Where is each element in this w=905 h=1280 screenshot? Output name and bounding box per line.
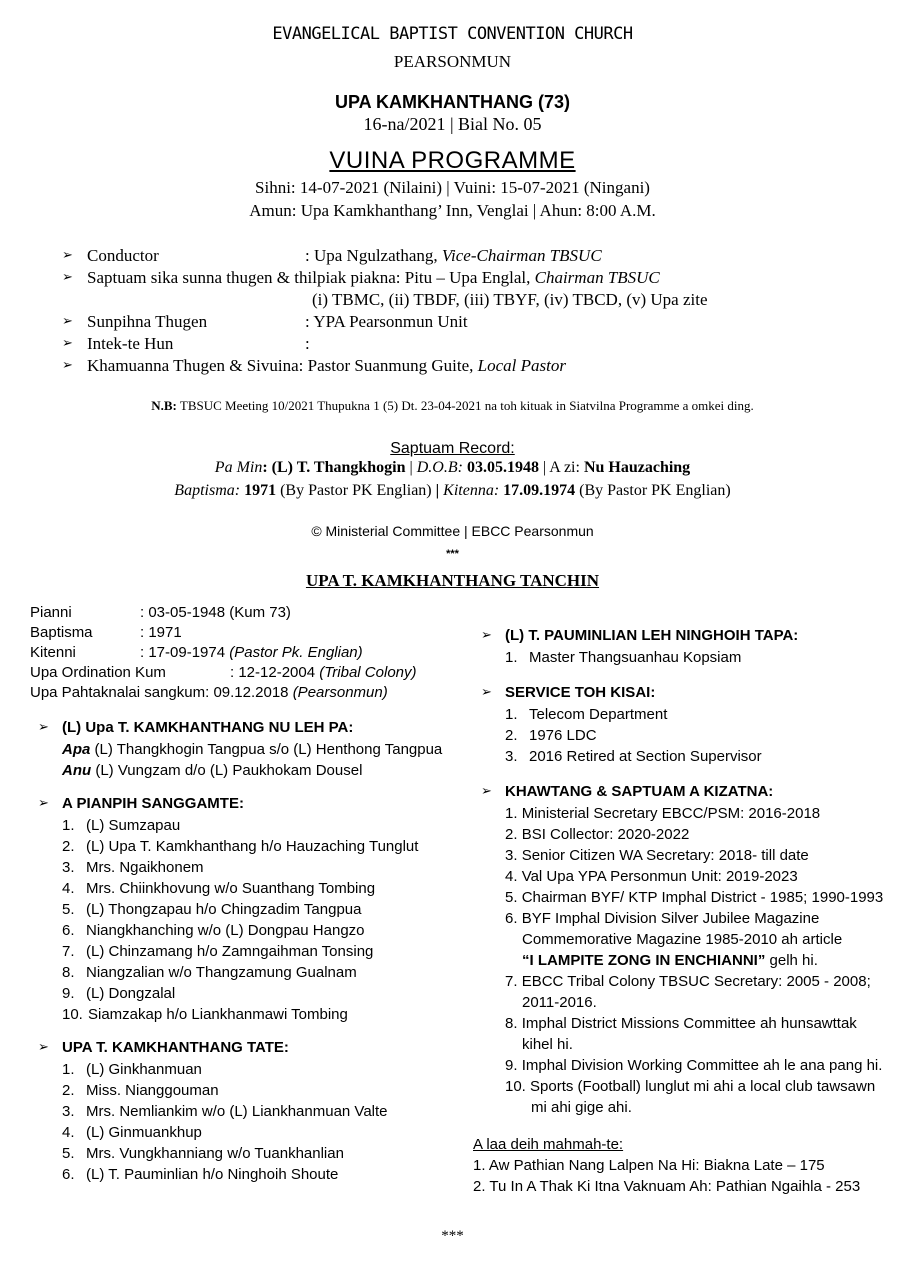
footer-stars: *** <box>441 1228 464 1244</box>
children-list <box>30 1059 450 1185</box>
parent-apa: Apa (L) Thangkhogin Tangpua s/o (L) Henthong Tangpua <box>62 741 443 758</box>
divider-stars: *** <box>446 548 459 560</box>
list-item: 1. (L) Ginkhanmuan <box>62 1061 202 1078</box>
section-siblings: ➢ A PIANPIH SANGGAMTE: 1. (L) Sumzapau 2. (L) Upa T. Kamkhanthang h/o Hauzaching Tunglut 3. Mrs. Ngaikhonem 4. Mrs. Chiinkhovung w/o Suanthang Tombing 5. (L) Thongzapau h/o Chingzadim Tangpua 6. Niangkhanching w/o (L) Dongpau Hangzo 7. (L) Chinzamang h/o Zamngaihman Tonsing 8. Niangzalian w/o Thangzamung Gualnam 9. (L) Dongzalal 10. Siamzakap h/o Liankhanmawi Tombing <box>30 793 450 1025</box>
favourites-heading: A laa deih mahmah-te: <box>473 1136 624 1153</box>
section-parents: ➢ (L) Upa T. KAMKHANTHANG NU LEH PA: Apa (L) Thangkhogin Tangpua s/o (L) Henthong Tangpua Anu (L) Vungzam d/o (L) Paukhokam Dousel <box>30 717 450 781</box>
list-item: 4. Val Upa YPA Personmun Unit: 2019-2023 <box>505 868 798 885</box>
list-item: 5. Chairman BYF/ KTP Imphal District - 1985; 1990-1993 <box>505 889 884 906</box>
list-item: 1. Aw Pathian Nang Lalpen Na Hi: Biakna Late – 175 <box>473 1157 825 1174</box>
list-item: 3. 2016 Retired at Section Supervisor <box>505 748 762 765</box>
programme-title: VUINA PROGRAMME <box>329 147 576 174</box>
section-children: ➢ UPA T. KAMKHANTHANG TATE: 1. (L) Ginkhanmuan 2. Miss. Nianggouman 3. Mrs. Nemliankim w/o (L) Liankhanmuan Valte 4. (L) Ginmuankhup 5. Mrs. Vungkhanniang w/o Tuankhanlian 6. (L) T. Pauminlian h/o Ninghoih Shoute <box>30 1037 450 1185</box>
detail-kitenni: Kitenni : 17-09-1974 (Pastor Pk. Englian) <box>30 644 363 661</box>
agenda-item-intekte: ➢ Intek-te Hun : <box>62 334 310 353</box>
arrow-bullet-icon: ➢ <box>38 796 49 811</box>
record-line-2: Baptisma: 1971 (By Pastor PK Englian) | Kitenna: 17.09.1974 (By Pastor PK Englian) <box>174 482 731 499</box>
arrow-bullet-icon: ➢ <box>62 314 73 329</box>
list-item: 6. BYF Imphal Division Silver Jubilee Magazine <box>505 910 820 927</box>
list-item: 1. Ministerial Secretary EBCC/PSM: 2016-2018 <box>505 805 821 822</box>
section-service: ➢ SERVICE TOH KISAI: 1. Telecom Department 2. 1976 LDC 3. 2016 Retired at Section Supervisor <box>473 682 893 767</box>
list-item: 10. Siamzakap h/o Liankhanmawi Tombing <box>62 1006 348 1023</box>
list-item: 3. Mrs. Ngaikhonem <box>62 859 204 876</box>
agenda-item-conductor: ➢ Conductor : Upa Ngulzathang, Vice-Chairman TBSUC <box>62 246 602 265</box>
list-item: 5. (L) Thongzapau h/o Chingzadim Tangpua <box>62 901 362 918</box>
left-column <box>30 603 450 1185</box>
list-item: 2. Tu In A Thak Ki Itna Vaknuam Ah: Pathian Ngaihla - 253 <box>473 1178 861 1195</box>
arrow-bullet-icon: ➢ <box>62 270 73 285</box>
list-item: 2. 1976 LDC <box>505 727 597 744</box>
right-column <box>473 625 893 1197</box>
page-title: UPA KAMKHANTHANG (73) <box>335 92 570 112</box>
detail-baptisma: Baptisma : 1971 <box>30 624 182 641</box>
list-item: 9. (L) Dongzalal <box>62 985 176 1002</box>
list-item: 3. Senior Citizen WA Secretary: 2018- till date <box>505 847 809 864</box>
detail-pahtak: Upa Pahtaknalai sangkum: 09.12.2018 (Pearsonmun) <box>30 684 388 701</box>
detail-pianni: Pianni : 03-05-1948 (Kum 73) <box>30 604 291 621</box>
arrow-bullet-icon: ➢ <box>481 685 492 700</box>
nb-note: N.B: TBSUC Meeting 10/2021 Thupukna 1 (5) Dt. 23-04-2021 na toh kituak in Siatvilna Programme a omkei ding. <box>151 398 754 413</box>
siblings-list <box>30 815 450 1025</box>
list-item: 2. BSI Collector: 2020-2022 <box>505 826 690 843</box>
detail-ordination: Upa Ordination Kum : 12-12-2004 (Tribal Colony) <box>30 664 417 681</box>
list-item: 1. Telecom Department <box>505 706 668 723</box>
positions-list: 1. Ministerial Secretary EBCC/PSM: 2016-2018 2. BSI Collector: 2020-2022 3. Senior Citizen WA Secretary: 2018- till date 4. Val Upa YPA Personmun Unit: 2019-2023 5. Chairman BYF/ KTP Imphal District - 1985; 1990-1993 6. BYF Imphal Division Silver Jubilee Magazine Commemorative Magazine 1985-2010 ah article “I LAMPITE ZONG IN ENCHIANNI” gelh hi. 7. EBCC Tribal Colony TBSUC Secretary: 2005 - 2008; 2011-2016. 8. Imphal District Missions Committee ah hunsawttak kihel hi. 9. Imphal Division Working Committee ah le ana pang hi. 10. Sports (Football) lunglut mi ahi a local club tawsawn mi ahi gige ahi. <box>473 803 893 1118</box>
list-item: 8. Imphal District Missions Committee ah hunsawttak <box>505 1015 857 1032</box>
agenda-item-saptuam-extra: (i) TBMC, (ii) TBDF, (iii) TBYF, (iv) TBCD, (v) Upa zite <box>312 290 708 309</box>
arrow-bullet-icon: ➢ <box>481 628 492 643</box>
arrow-bullet-icon: ➢ <box>38 720 49 735</box>
agenda-item-khamuanna: ➢ Khamuanna Thugen & Sivuina: Pastor Suanmung Guite, Local Pastor <box>62 356 566 375</box>
list-item: 7. EBCC Tribal Colony TBSUC Secretary: 2005 - 2008; <box>505 973 871 990</box>
copyright: © Ministerial Committee | EBCC Pearsonmun <box>311 523 594 539</box>
list-item: 7. (L) Chinzamang h/o Zamngaihman Tonsing <box>62 943 374 960</box>
list-item: 4. (L) Ginmuankhup <box>62 1124 202 1141</box>
list-item: 5. Mrs. Vungkhanniang w/o Tuankhanlian <box>62 1145 344 1162</box>
agenda-list <box>62 245 862 377</box>
org-name: EVANGELICAL BAPTIST CONVENTION CHURCH <box>272 24 633 44</box>
programme-venue: Amun: Upa Kamkhanthang’ Inn, Venglai | Ahun: 8:00 A.M. <box>249 201 656 220</box>
arrow-bullet-icon: ➢ <box>62 358 73 373</box>
list-item: 1. Master Thangsuanhau Kopsiam <box>505 649 742 666</box>
list-item: 2. (L) Upa T. Kamkhanthang h/o Hauzaching Tunglut <box>62 838 419 855</box>
list-item: 1. (L) Sumzapau <box>62 817 181 834</box>
grandchild-list <box>473 647 893 668</box>
list-item: 6. (L) T. Pauminlian h/o Ninghoih Shoute <box>62 1166 339 1183</box>
bio-title: UPA T. KAMKHANTHANG TANCHIN <box>305 571 600 590</box>
list-item: 4. Mrs. Chiinkhovung w/o Suanthang Tombing <box>62 880 376 897</box>
programme-dates: Sihni: 14-07-2021 (Nilaini) | Vuini: 15-07-2021 (Ningani) <box>255 178 650 197</box>
church-place: PEARSONMUN <box>393 52 512 71</box>
parent-anu: Anu (L) Vungzam d/o (L) Paukhokam Dousel <box>62 762 363 779</box>
section-positions: ➢ KHAWTANG & SAPTUAM A KIZATNA: 1. Ministerial Secretary EBCC/PSM: 2016-2018 2. BSI Collector: 2020-2022 3. Senior Citizen WA Secretary: 2018- till date 4. Val Upa YPA Personmun Unit: 2019-2023 5. Chairman BYF/ KTP Imphal District - 1985; 1990-1993 6. BYF Imphal Division Silver Jubilee Magazine Commemorative Magazine 1985-2010 ah article “I LAMPITE ZONG IN ENCHIANNI” gelh hi. 7. EBCC Tribal Colony TBSUC Secretary: 2005 - 2008; 2011-2016. 8. Imphal District Missions Committee ah hunsawttak kihel hi. 9. Imphal Division Working Committee ah le ana pang hi. 10. Sports (Football) lunglut mi ahi a local club tawsawn mi ahi gige ahi. <box>473 781 893 1118</box>
service-list <box>473 704 893 767</box>
list-item: 6. Niangkhanching w/o (L) Dongpau Hangzo <box>62 922 365 939</box>
agenda-item-saptuam: ➢ Saptuam sika sunna thugen & thilpiak piakna: Pitu – Upa Englal, Chairman TBSUC <box>62 268 660 287</box>
list-item: 2. Miss. Nianggouman <box>62 1082 219 1099</box>
arrow-bullet-icon: ➢ <box>62 336 73 351</box>
record-line-1: Pa Min: (L) T. Thangkhogin | D.O.B: 03.05.1948 | A zi: Nu Hauzaching <box>214 459 691 476</box>
agenda-item-sunpihna: ➢ Sunpihna Thugen : YPA Pearsonmun Unit <box>62 312 468 331</box>
issue-number: 16-na/2021 | Bial No. 05 <box>363 114 542 134</box>
section-favourites <box>473 1134 893 1197</box>
list-item: 8. Niangzalian w/o Thangzamung Gualnam <box>62 964 357 981</box>
arrow-bullet-icon: ➢ <box>38 1040 49 1055</box>
list-item: 10. Sports (Football) lunglut mi ahi a local club tawsawn <box>505 1078 876 1095</box>
arrow-bullet-icon: ➢ <box>62 248 73 263</box>
record-heading: Saptuam Record: <box>390 440 515 457</box>
list-item: 9. Imphal Division Working Committee ah le ana pang hi. <box>505 1057 883 1074</box>
arrow-bullet-icon: ➢ <box>481 784 492 799</box>
section-grandchild: ➢ (L) T. PAUMINLIAN LEH NINGHOIH TAPA: 1. Master Thangsuanhau Kopsiam <box>473 625 893 668</box>
list-item: 3. Mrs. Nemliankim w/o (L) Liankhanmuan Valte <box>62 1103 388 1120</box>
